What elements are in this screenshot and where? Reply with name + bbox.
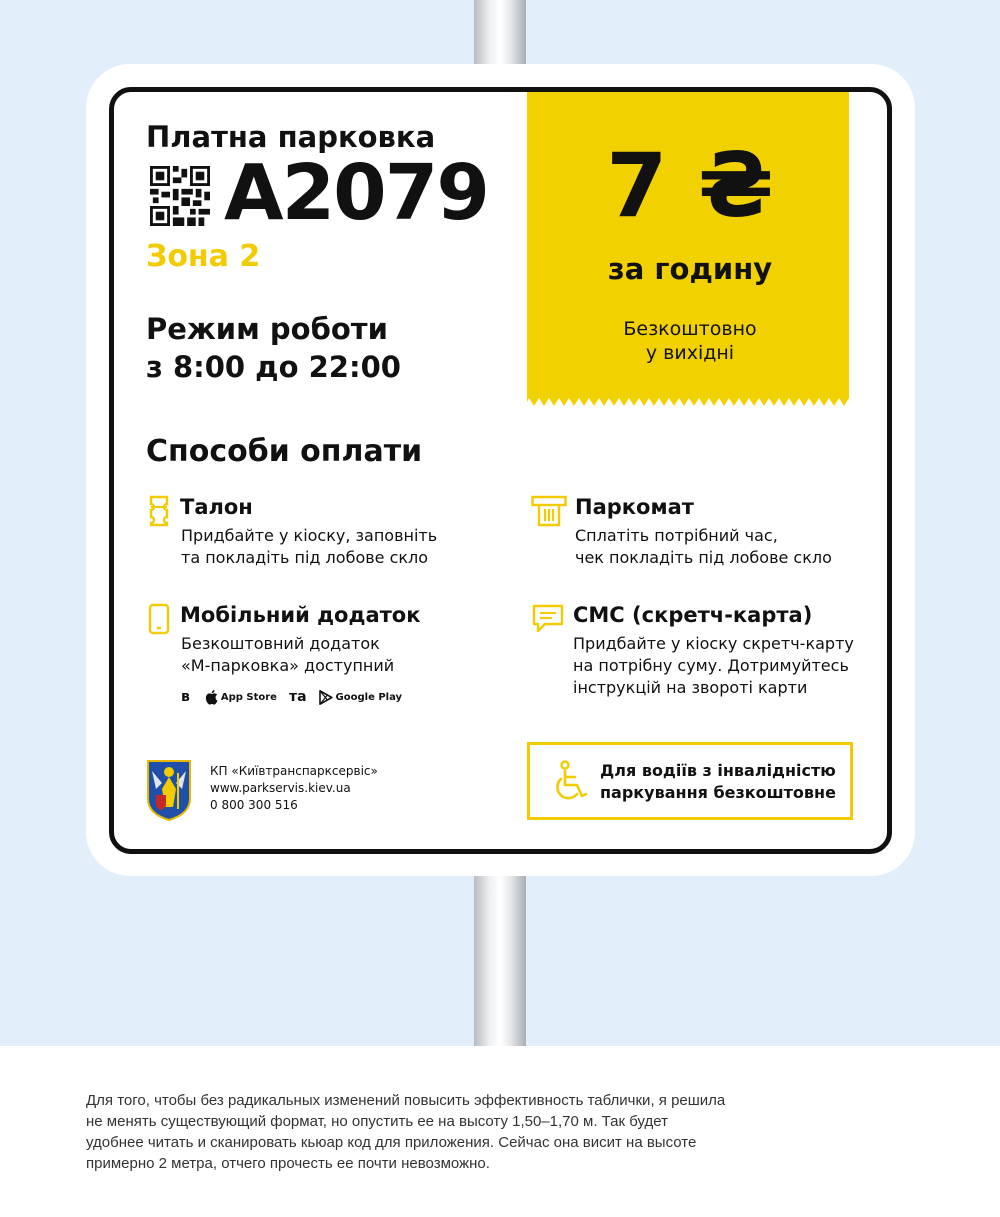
method-line: Придбайте у кіоску скретч-карту: [573, 634, 854, 653]
price-panel: [527, 92, 853, 412]
app-stores: [181, 689, 414, 705]
method-line: Сплатіть потрібний час,: [575, 526, 778, 545]
method-line: чек покладіть під лобове скло: [575, 548, 832, 567]
working-hours-value: з 8:00 до 22:00: [146, 350, 401, 384]
parking-zone-code: А2079: [224, 149, 488, 238]
per-hour-label: за годину: [607, 252, 773, 286]
payment-method-mobile-app: [147, 603, 507, 713]
hourly-price: 7 ₴: [606, 134, 774, 237]
google-play-icon[interactable]: [319, 690, 333, 705]
free-weekends-line-2: у вихідні: [645, 342, 735, 364]
method-line: Безкоштовний додаток: [181, 634, 380, 653]
working-hours-label: Режим роботи: [146, 312, 388, 346]
method-title: Талон: [180, 495, 253, 519]
parking-sign: [109, 87, 892, 854]
disabled-notice-text: [600, 760, 836, 804]
sign-title: Платна парковка: [146, 120, 436, 154]
google-play-label[interactable]: Google Play: [335, 691, 403, 703]
disabled-notice-line-2: паркування безкоштовне: [600, 783, 836, 802]
parking-meter-icon: [531, 495, 567, 527]
free-weekends-note: [527, 317, 853, 365]
free-weekends-line-1: Безкоштовно: [623, 318, 757, 340]
designer-caption: Для того, чтобы без радикальных изменений повысить эффективность таблички, я решила не менять существующий формат, но опустить ее на высоту 1,50–1,70 м. Так будет удобнее читать и сканировать кьюар код для приложения. Сейчас она висит на высоте примерно 2 метра, отчего прочесть ее почти невозможно.: [86, 1092, 726, 1172]
method-line: та покладіть під лобове скло: [181, 548, 429, 567]
disabled-notice-line-1: Для водіїв з інвалідністю: [600, 761, 836, 780]
method-title: СМС (скретч-карта): [573, 603, 813, 627]
method-title: Паркомат: [575, 495, 694, 519]
qr-code-icon[interactable]: [150, 166, 210, 226]
method-description: [573, 633, 854, 699]
sms-icon: [531, 603, 565, 635]
app-store-label[interactable]: App Store: [220, 691, 277, 703]
method-line: інструкцій на звороті карти: [573, 678, 808, 697]
method-line: на потрібну суму. Дотримуйтесь: [573, 656, 849, 675]
zone-label: Зона 2: [146, 239, 261, 274]
stores-joiner: та: [288, 689, 307, 705]
pole-top: [474, 0, 526, 70]
method-title: Мобільний додаток: [180, 603, 421, 627]
kyiv-coat-of-arms-icon: [146, 759, 192, 821]
operator-info: [146, 759, 476, 821]
operator-name: КП «Київтранспарксервіс»: [210, 764, 378, 778]
disabled-drivers-notice: [527, 742, 853, 820]
stores-prefix: в: [181, 689, 190, 705]
phone-icon: [147, 603, 171, 635]
apple-icon[interactable]: [204, 689, 218, 705]
method-description: [181, 633, 394, 677]
operator-phone[interactable]: 0 800 300 516: [210, 798, 298, 812]
method-line: «М-парковка» доступний: [181, 656, 395, 675]
ticket-icon: [147, 495, 171, 527]
payment-method-ticket: [147, 495, 507, 575]
operator-text: [210, 763, 378, 814]
method-description: [575, 525, 832, 569]
payment-methods-title: Способи оплати: [146, 434, 423, 469]
payment-method-parking-meter: [531, 495, 881, 575]
wheelchair-icon: [550, 760, 590, 804]
payment-method-sms: [531, 603, 881, 713]
method-line: Придбайте у кіоску, заповніть: [181, 526, 438, 545]
operator-website[interactable]: www.parkservis.kiev.ua: [210, 781, 351, 795]
method-description: [181, 525, 437, 569]
pole-bottom: [474, 870, 526, 1046]
